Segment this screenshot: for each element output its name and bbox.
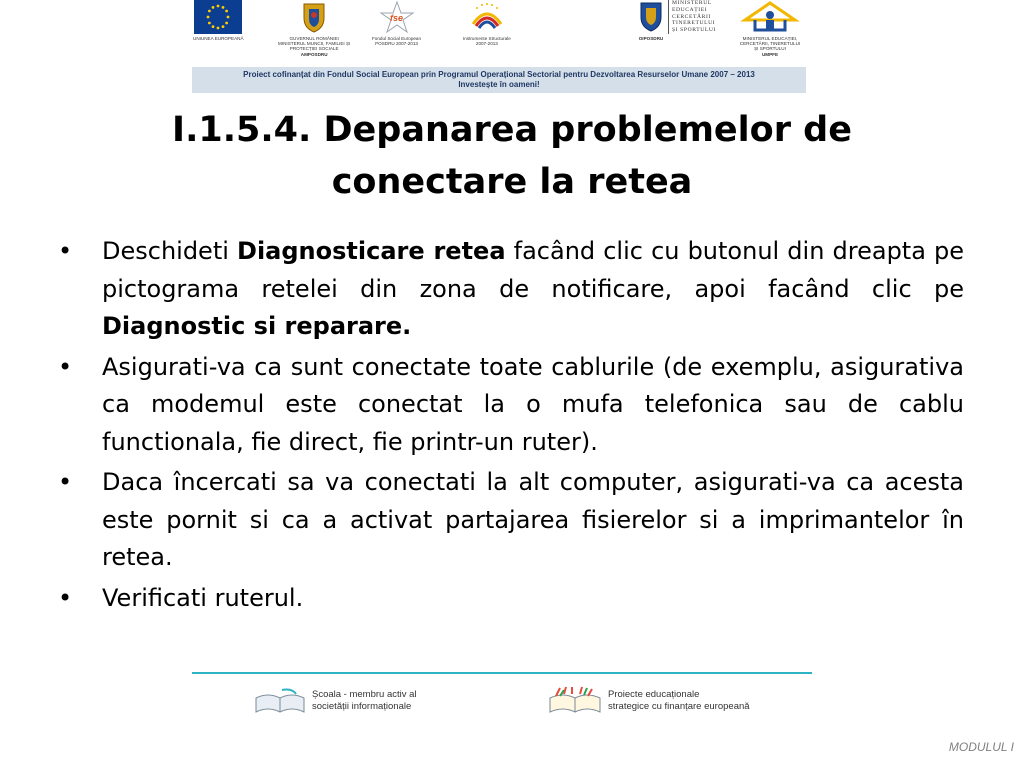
structural-instruments-caption: Instrumente Structurale 2007-2013 [463,36,511,47]
bullet-icon: • [58,468,73,496]
government-logo [278,0,350,57]
bullet-icon: • [58,583,73,612]
ministry-crest-icon [638,0,664,34]
eu-caption: UNIUNEA EUROPEANĂ [193,36,244,41]
bullet-list [58,233,964,620]
bullet-item [58,233,964,346]
bullet-text: Daca încercati sa va conectati la alt computer, asigurati-va ca acesta este pornit si ca a activat partajarea fisierelor si a imprimantelor în retea. [102,468,964,571]
footer-logo-projects [546,686,750,716]
bullet-item [58,464,964,577]
title-line-2: conectare la retea [331,162,693,202]
slide-title [60,104,964,208]
fse-star-icon [379,0,415,34]
bullet-icon: • [58,352,73,381]
open-book-icon [252,686,308,716]
bullet-text: facând clic cu butonul din dreapta pe pictograma retelei din zona de notificare, apoi facând clic pe [102,237,965,303]
structural-instruments-logo [463,0,511,46]
footer-divider [192,672,812,674]
title-line-1: I.1.5.4. Depanarea problemelor de [172,110,852,150]
ministry-name: MINISTERUL EDUCAȚIEI CERCETĂRII TINERETULUI ȘI SPORTULUI [668,0,716,34]
umpfe-caption: MINISTERUL EDUCAȚIEI, CERCETĂRII, TINERETULUI ȘI SPORTULUI UMPFE [739,36,801,57]
bullet-item [58,349,964,462]
fse-caption: Fondul Social European POSDRU 2007-2013 [372,36,422,47]
ministry-oiposdru-logo [638,0,716,41]
government-caption: GUVERNUL ROMÂNIEI MINISTERUL MUNCII, FAMILIEI ȘI PROTECȚIEI SOCIALE AMPOSDRU [278,36,351,57]
oiposdru-label: OIPOSDRU [638,36,664,41]
eu-flag-icon [194,0,242,34]
bullet-text: Asigurati-va ca sunt conectate toate cablurile (de exemplu, asigurativa ca modemul este conectat la o mufa telefonica sau de cablu functionala, fie direct, fie printr-un ruter). [102,352,964,456]
bullet-item [58,580,964,618]
header-logos [0,0,1024,64]
bullet-bold-text: Diagnosticare retea [237,237,506,265]
structural-instruments-icon [467,0,507,34]
footer-right-text: Proiecte educaționale strategice cu finanțare europeană [608,688,750,712]
fse-mark: fse [389,13,403,23]
cofinancing-banner [192,67,806,93]
eu-logo [193,0,244,41]
banner-slogan: Investește în oameni! [458,80,540,89]
footer-left-text: Școala - membru activ al societății informaționale [312,688,417,712]
bullet-text: Deschideti [102,237,238,265]
colorful-book-icon [546,686,604,716]
footer-logo-school [252,686,417,716]
bullet-bold-text: Diagnostic si reparare. [102,312,412,340]
module-label: MODULUL I [948,740,1014,754]
banner-text: Proiect cofinanțat din Fondul Social European prin Programul Operațional Sectorial pentru Dezvoltarea Resurselor Umane 2007 – 2013 [243,70,755,79]
umpfe-logo [735,0,805,57]
fse-logo [372,0,421,46]
bullet-text: Verificati ruterul. [102,583,304,612]
bullet-icon: • [58,237,73,265]
coat-of-arms-icon [300,0,328,34]
umpfe-house-icon [735,0,805,34]
